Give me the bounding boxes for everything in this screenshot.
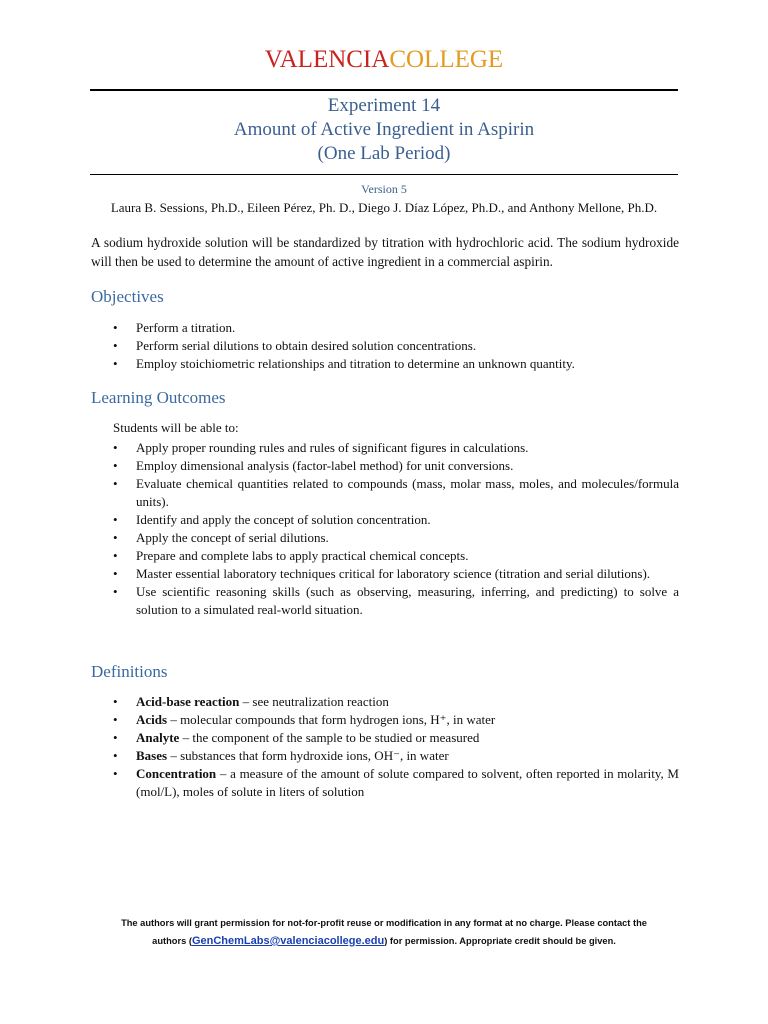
header-rule-bottom [90, 174, 678, 175]
definitions-heading: Definitions [91, 662, 168, 681]
list-item: • Use scientific reasoning skills (such as observing, measuring, inferring, and predicting) to solve a solution to a simulated real-world situation. [113, 584, 679, 617]
title-line-1: Experiment 14 [327, 95, 441, 116]
definition-item: • Concentration – a measure of the amount of solute compared to solvent, often reported in molarity, M (mol/L), moles of solute in liters of solution [113, 766, 679, 799]
definition-item: • Analyte – the component of the sample to be studied or measured [113, 730, 480, 745]
title-line-2: Amount of Active Ingredient in Aspirin [233, 119, 535, 140]
intro-paragraph: A sodium hydroxide solution will be standardized by titration with hydrochloric acid. The sodium hydroxide will then be used to determine the amount of active ingredient in a commercial aspirin. [91, 235, 679, 269]
list-item: • Apply the concept of serial dilutions. [113, 530, 329, 545]
list-item: • Perform a titration. [113, 320, 236, 335]
list-item: • Perform serial dilutions to obtain desired solution concentrations. [113, 338, 477, 353]
document-title [0, 94, 768, 166]
logo-text-valencia: VALENCIA [264, 46, 390, 73]
footer-line-2: authors (GenChemLabs@valenciacollege.edu) for permission. Appropriate credit should be given. [152, 935, 616, 947]
list-item: • Apply proper rounding rules and rules of significant figures in calculations. [113, 440, 529, 455]
title-line-3: (One Lab Period) [317, 143, 451, 164]
footer-line-1: The authors will grant permission for not-for-profit reuse or modification in any format at no charge. Please contact the [121, 918, 647, 928]
definition-item: • Acids – molecular compounds that form hydrogen ions, H⁺, in water [113, 712, 496, 727]
learning-outcomes-heading: Learning Outcomes [91, 388, 226, 407]
list-item: • Master essential laboratory techniques critical for laboratory science (titration and serial dilutions). [113, 566, 651, 581]
definition-item: • Acid-base reaction – see neutralization reaction [113, 694, 389, 709]
objectives-list [113, 319, 679, 373]
header-rule-top [90, 89, 678, 91]
objectives-heading: Objectives [91, 287, 164, 306]
list-item: • Identify and apply the concept of solution concentration. [113, 512, 431, 527]
list-item: • Evaluate chemical quantities related to compounds (mass, molar mass, moles, and molecules/formula units). [113, 476, 679, 509]
definition-item: • Bases – substances that form hydroxide ions, OH⁻, in water [113, 748, 449, 763]
list-item: • Employ stoichiometric relationships and titration to determine an unknown quantity. [113, 356, 575, 371]
permission-footer [0, 914, 768, 950]
logo-text-college: COLLEGE [389, 46, 504, 73]
version-label: Version 5 [361, 182, 407, 196]
list-item: • Employ dimensional analysis (factor-label method) for unit conversions. [113, 458, 514, 473]
authors-line: Laura B. Sessions, Ph.D., Eileen Pérez, Ph. D., Diego J. Díaz López, Ph.D., and Anthony Mellone, Ph.D. [110, 200, 658, 215]
definitions-list [113, 693, 679, 801]
list-item: • Prepare and complete labs to apply practical chemical concepts. [113, 548, 469, 563]
outcomes-list [113, 439, 679, 619]
contact-email-link[interactable]: GenChemLabs@valenciacollege.edu [191, 935, 385, 947]
outcomes-intro: Students will be able to: [113, 420, 239, 435]
college-logo [0, 46, 768, 74]
